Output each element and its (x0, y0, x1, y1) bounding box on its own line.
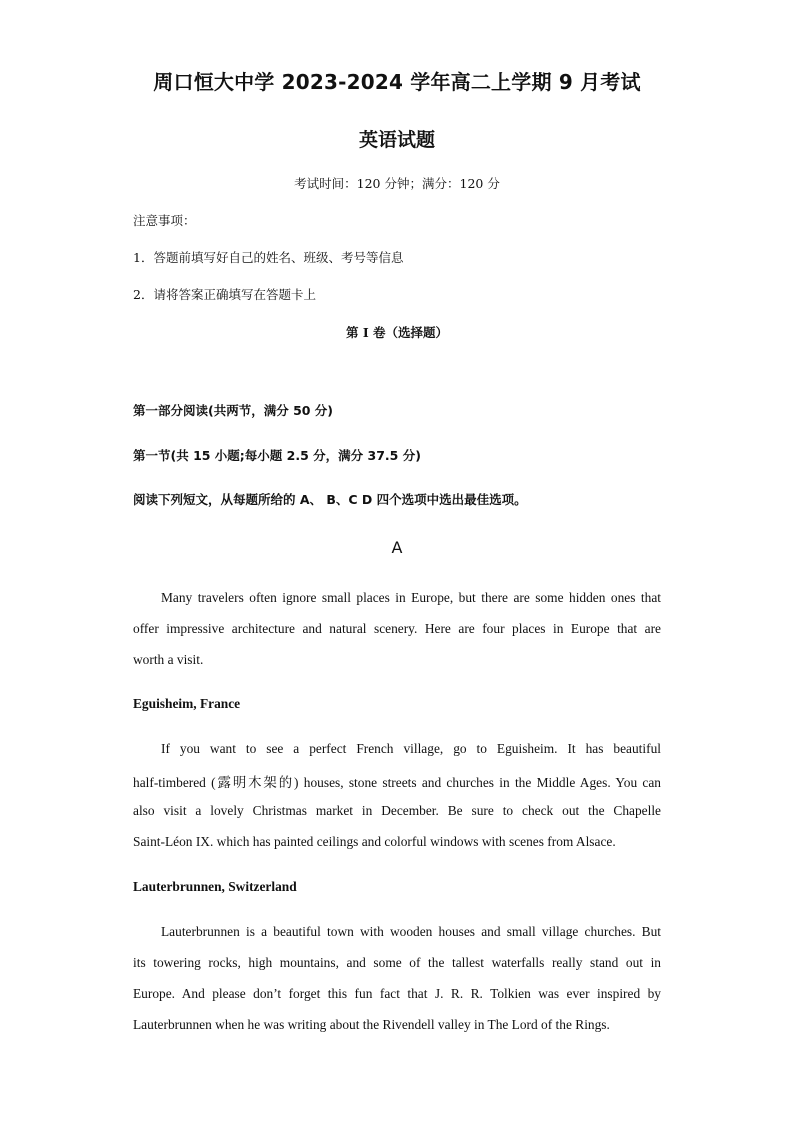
part-heading: 第一部分阅读(共两节，满分 50 分) (133, 403, 334, 418)
passage-letter: A (391, 538, 403, 557)
passage-intro-line: Many travelers often ignore small places in Europe, but there are some hidden ones that (161, 590, 661, 605)
exam-info: 考试时间：120 分钟；满分：120 分 (294, 176, 500, 191)
place-paragraph-line: Lauterbrunnen when he was writing about the Rivendell valley in The Lord of the Rings. (133, 1017, 610, 1032)
notice-item: 2．请将答案正确填写在答题卡上 (133, 287, 316, 302)
place-heading: Lauterbrunnen, Switzerland (133, 879, 297, 894)
place-paragraph-line: Europe. And please don’t forget this fun fact that J. R. R. Tolkien was ever inspired by (133, 986, 661, 1001)
place-paragraph-line: also visit a lovely Christmas market in December. Be sure to check out the Chapelle (133, 803, 661, 818)
passage-intro-line: worth a visit. (133, 652, 204, 667)
place-heading: Eguisheim, France (133, 696, 241, 711)
section-heading: 第一节(共 15 小题;每小题 2.5 分，满分 37.5 分) (133, 448, 421, 463)
place-paragraph-line: half-timbered (露明木架的) houses, stone streets and churches in the Middle Ages. You can (133, 775, 661, 790)
place-paragraph-line: its towering rocks, high mountains, and some of the tallest waterfalls really stand out in (133, 955, 661, 970)
passage-intro-line: offer impressive architecture and natural scenery. Here are four places in Europe that are (133, 621, 661, 636)
place-paragraph-line: Saint-Léon IX. which has painted ceilings and colorful windows with scenes from Alsace. (133, 834, 616, 849)
reading-instruction: 阅读下列短文，从每题所给的 A、 B、C D 四个选项中选出最佳选项。 (133, 492, 527, 507)
exam-subtitle: 英语试题 (358, 129, 435, 151)
notice-item: 1．答题前填写好自己的姓名、班级、考号等信息 (133, 250, 404, 265)
volume-title: 第 I 卷（选择题） (345, 325, 449, 340)
place-paragraph-line: If you want to see a perfect French village, go to Eguisheim. It has beautiful (161, 741, 661, 756)
notice-heading: 注意事项： (133, 213, 196, 228)
place-paragraph-line: Lauterbrunnen is a beautiful town with wooden houses and small village churches. But (161, 924, 661, 939)
exam-title: 周口恒大中学 2023-2024 学年高二上学期 9 月考试 (153, 70, 641, 94)
